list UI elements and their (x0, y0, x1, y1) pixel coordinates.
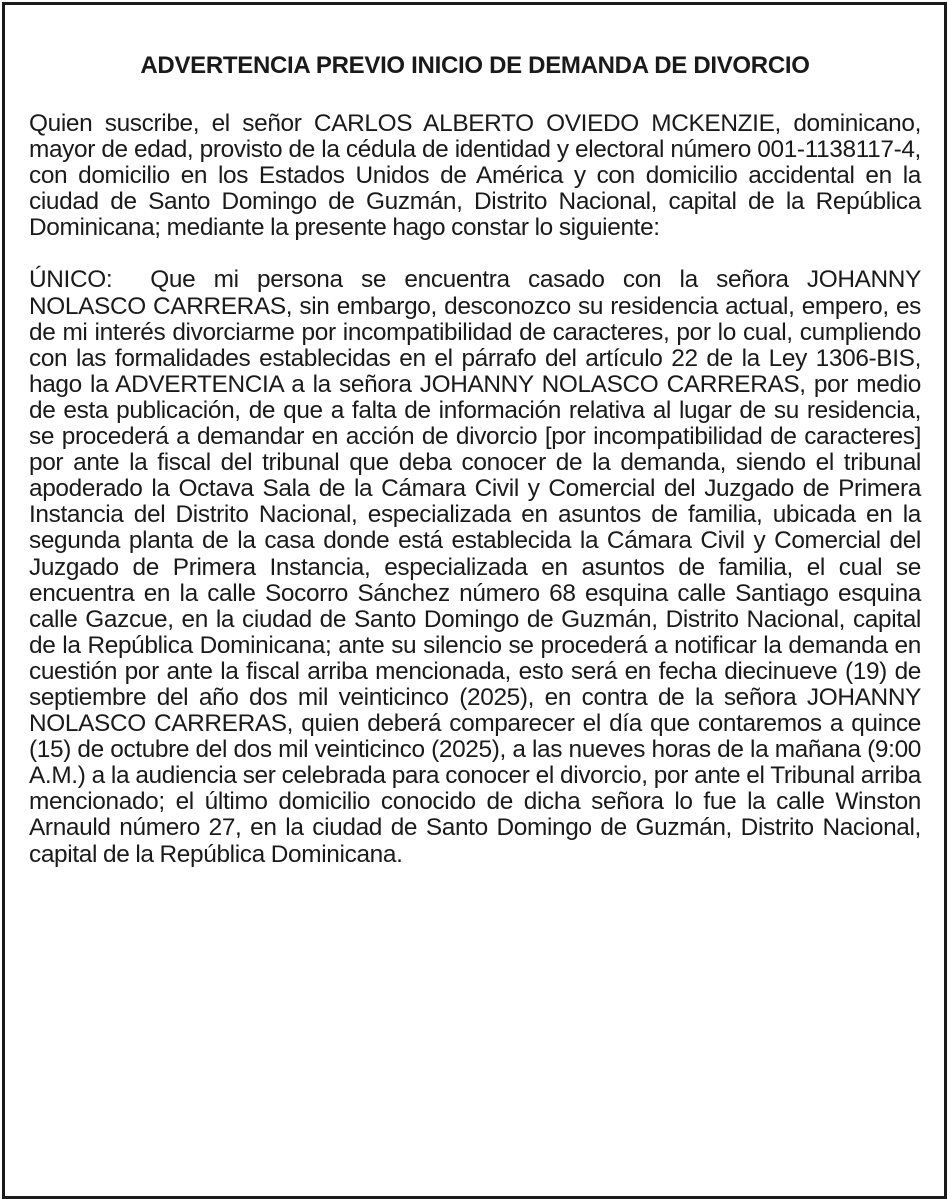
clause-text: Que mi persona se encuentra casado con la señora JOHANNY NOLASCO CARRERAS, sin embargo, desconozco su residencia actual, empero, es de mi interés divorciarme por incompatibilidad de caracteres, por lo cual, cumpliendo con las formalidades establecidas en el párrafo del artículo 22 de la Ley 1306-BIS, hago la ADVERTENCIA a la señora JOHANNY NOLASCO CARRERAS, por medio de esta publicación, de que a falta de información relativa al lugar de su residencia, se procederá a demandar en acción de divorcio [por incompatibilidad de caracteres] por ante la fiscal del tribunal que deba conocer de la demanda, siendo el tribunal apoderado la Octava Sala de la Cámara Civil y Comercial del Juzgado de Primera Instancia del Distrito Nacional, especializada en asuntos de familia, ubicada en la segunda planta de la casa donde está establecida la Cámara Civil y Comercial del Juzgado de Primera Instancia, especializada en asuntos de familia, el cual se encuentra en la calle Socorro Sánchez número 68 esquina calle Santiago esquina calle Gazcue, en la ciudad de Santo Domingo de Guzmán, Distrito Nacional, capital de la República Dominicana; ante su silencio se procederá a notificar la demanda en cuestión por ante la fiscal arriba mencionada, esto será en fecha diecinueve (19) de septiembre del año dos mil veinticinco (2025), en contra de la señora JOHANNY NOLASCO CARRERAS, quien deberá comparecer el día que contaremos a quince (15) de octubre del dos mil veinticinco (2025), a las nueves horas de la mañana (9:00 A.M.) a la audiencia ser celebrada para conocer el divorcio, por ante el Tribunal arriba mencionado; el último domicilio conocido de dicha señora lo fue la calle Winston Arnauld número 27, en la ciudad de Santo Domingo de Guzmán, Distrito Nacional, capital de la República Dominicana. (29, 266, 921, 868)
clause-label: ÚNICO: (29, 266, 113, 294)
legal-notice-content (29, 51, 921, 868)
intro-paragraph: Quien suscribe, el señor CARLOS ALBERTO OVIEDO MCKENZIE, dominicano, mayor de edad, provisto de la cédula de identidad y electoral número 001-1138117-4, con domicilio en los Estados Unidos de América y con domicilio accidental en la ciudad de Santo Domingo de Guzmán, Distrito Nacional, capital de la República Dominicana; mediante la presente hago constar lo siguiente: (29, 110, 921, 242)
notice-title: ADVERTENCIA PREVIO INICIO DE DEMANDA DE DIVORCIO (140, 52, 810, 79)
legal-notice-frame (2, 2, 947, 1199)
clause-paragraph (29, 267, 921, 867)
